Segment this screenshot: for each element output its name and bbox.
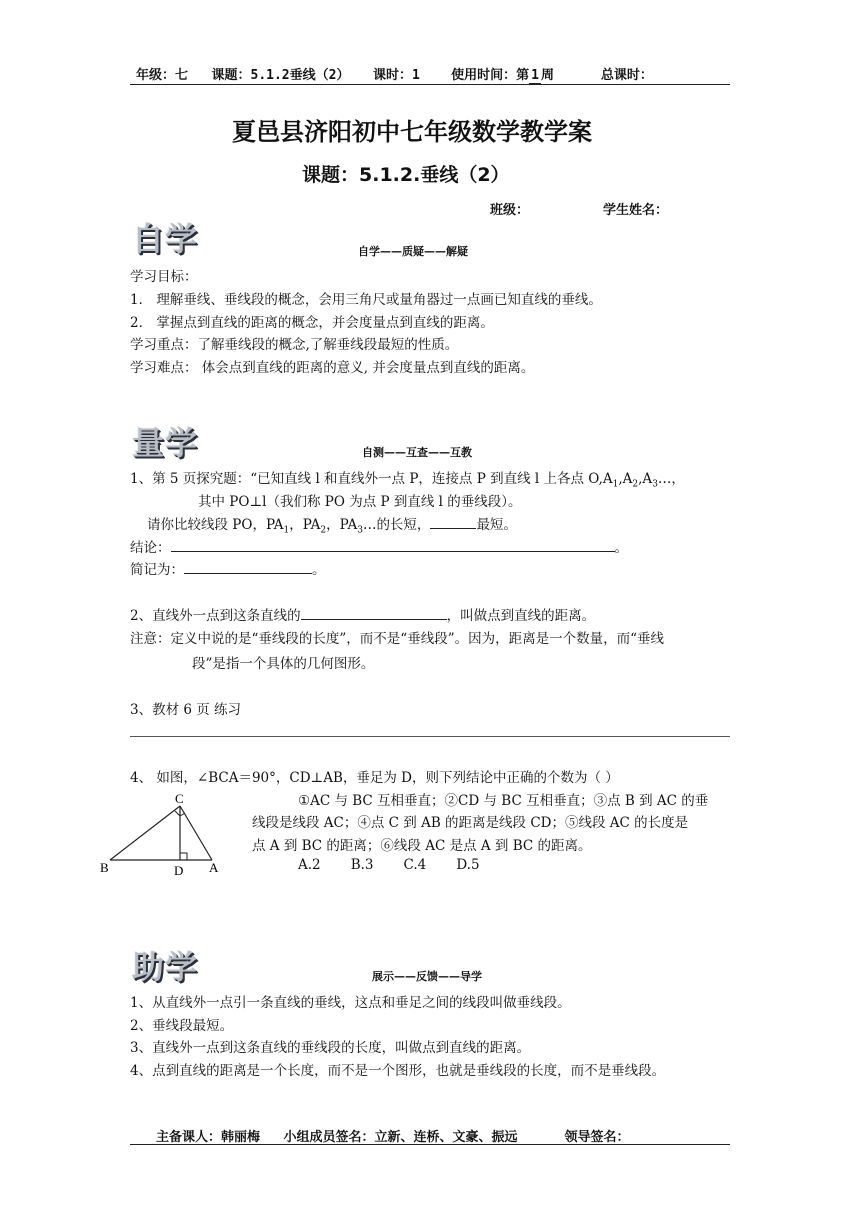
q2-line [130, 604, 595, 624]
zhuxue-line-3: 3、直线外一点到这条直线的垂线段的长度，叫做点到直线的距离。 [130, 1040, 531, 1056]
segment-bc [110, 806, 180, 860]
liangxue-banner: 自测——互查——互教 [362, 446, 472, 459]
segment-ca [180, 806, 212, 860]
header-topic: 课题：5.1.2垂线（2） [211, 68, 350, 83]
q1-text-a-end: …， [657, 471, 685, 487]
zhuxue-line-2: 2、垂线段最短。 [130, 1018, 234, 1034]
option-b[interactable]: B.3 [350, 857, 374, 873]
footer-leader: 领导签名： [564, 1130, 630, 1145]
zixue-line-2: 1． 理解垂线、垂线段的概念，会用三角尺或量角器过一点画已知直线的垂线。 [130, 292, 602, 308]
zhuxue-logo: 助学 [132, 948, 199, 986]
label-b: B [100, 860, 109, 875]
page-title: 夏邑县济阳初中七年级数学教学案 [232, 118, 592, 146]
header-grade: 年级：七 [136, 68, 189, 83]
header-time-suffix: 周 [540, 68, 554, 83]
right-angle-d [180, 853, 187, 860]
q4-options [298, 857, 480, 873]
q4-line-d: 点 A 到 BC 的距离；⑥线段 AC 是点 A 到 BC 的距离。 [252, 838, 592, 854]
zixue-banner: 自学——质疑——解疑 [358, 245, 468, 258]
answer-line[interactable] [130, 736, 730, 737]
shortest-blank[interactable] [430, 514, 476, 529]
header-period: 课时：1 [372, 68, 420, 83]
label-d: D [174, 863, 184, 878]
header-bar [136, 64, 653, 83]
conclusion-period: 。 [614, 540, 628, 556]
q4-line-c: 线段是线段 AC；④点 C 到 AB 的距离是线段 CD；⑤线段 AC 的长度是 [252, 815, 689, 831]
q1-text-a: 1、第 5 页探究题：“已知直线 l 和直线外一点 P，连接点 P 到直线 l 上各点 O,A [130, 471, 613, 487]
q2-text-end: ，叫做点到直线的距离。 [446, 608, 596, 624]
q1-text-c-end: 最短。 [476, 517, 517, 533]
zhuxue-line-1: 1、从直线外一点引一条直线的垂线，这点和垂足之间的线段叫做垂线段。 [130, 995, 571, 1011]
q2-text-a: 2、直线外一点到这条直线的 [130, 608, 301, 624]
option-c[interactable]: C.4 [403, 857, 427, 873]
brief-line [130, 558, 326, 578]
student-name-label: 学生姓名： [603, 203, 669, 218]
conclusion-line [130, 536, 628, 556]
option-d[interactable]: D.5 [456, 857, 480, 873]
header-time-prefix: 使用时间：第 [451, 68, 530, 83]
zhuxue-banner: 展示——反馈——导学 [372, 970, 482, 983]
footer-group: 小组成员签名：立新、连桥、文豪、振远 [283, 1130, 518, 1145]
zixue-logo: 自学 [132, 220, 199, 258]
q4-line-b: ①AC 与 BC 互相垂直；②CD 与 BC 互相垂直；③点 B 到 AC 的垂 [298, 793, 709, 809]
liangxue-logo: 量学 [132, 424, 199, 462]
header-rule [130, 84, 730, 85]
footer-bar [156, 1126, 630, 1145]
q4-line-a: 4、 如图，∠BCA＝90°，CD⊥AB，垂足为 D，则下列结论中正确的个数为（ ） [130, 770, 619, 786]
brief-label: 简记为： [130, 562, 184, 578]
zhuxue-line-4: 4、点到直线的距离是一个长度，而不是一个图形，也就是垂线段的长度，而不是垂线段。 [130, 1063, 666, 1079]
brief-period: 。 [312, 562, 326, 578]
page-subtitle: 课题：5.1.2.垂线（2） [302, 164, 510, 186]
q1-line-b: 其中 PO⊥l（我们称 PO 为点 P 到直线 l 的垂线段）。 [198, 494, 522, 510]
q1-text-c-mid3: …的长短， [362, 517, 431, 533]
q1-line-a: 1、第 5 页探究题：“已知直线 l 和直线外一点 P，连接点 P 到直线 l 上各点 $O,A_1,A_2,A_3\dots$， [130, 471, 685, 490]
brief-blank[interactable] [184, 559, 312, 574]
header-week-num: 1 [531, 68, 539, 83]
q1-text-c-start: 请你比较线段 PO，PA [147, 517, 284, 533]
triangle-figure [96, 792, 236, 884]
zixue-line-1: 学习目标： [130, 269, 198, 285]
note-line-b: 段”是指一个具体的几何图形。 [192, 656, 375, 672]
note-line-a: 注意：定义中说的是“垂线段的长度”，而不是“垂线段”。因为，距离是一个数量，而“垂线 [130, 631, 665, 647]
conclusion-blank[interactable] [171, 537, 615, 552]
header-total: 总课时： [600, 68, 653, 83]
q2-blank[interactable] [301, 605, 447, 620]
option-a[interactable]: A.2 [298, 857, 321, 873]
class-label: 班级： [490, 203, 530, 218]
label-c: C [175, 792, 184, 806]
zixue-line-4: 学习重点：了解垂线段的概念,了解垂线段最短的性质。 [130, 337, 459, 353]
q1-text-c-mid1: ，PA [289, 517, 321, 533]
q3-line: 3、教材 6 页 练习 [130, 702, 242, 718]
conclusion-label: 结论： [130, 540, 171, 556]
q1-line-c: 请你比较线段 PO，$PA_1$，$PA_2$，$PA_3\dots$的长短， 最短。 [147, 513, 517, 536]
q1-text-c-mid2: ，PA [326, 517, 358, 533]
footer-preparer: 主备课人：韩丽梅 [156, 1130, 261, 1145]
footer-rule [130, 1144, 730, 1145]
label-a: A [209, 860, 219, 875]
zixue-line-5: 学习难点： 体会点到直线的距离的意义, 并会度量点到直线的距离。 [130, 360, 535, 376]
zixue-line-3: 2． 掌握点到直线的距离的概念，并会度量点到直线的距离。 [130, 315, 494, 331]
